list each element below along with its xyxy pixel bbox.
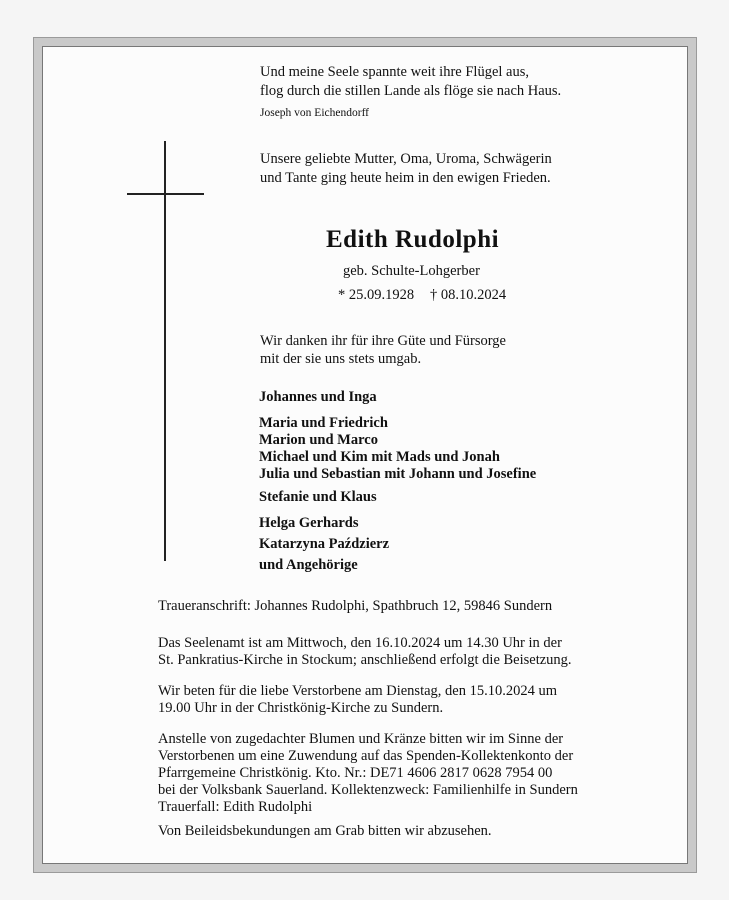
poem-line-1: Und meine Seele spannte weit ihre Flügel aus, — [260, 64, 529, 80]
mourner-line: und Angehörige — [259, 557, 358, 573]
mourner-line: Johannes und Inga — [259, 389, 377, 405]
prayer-line-1: Wir beten für die liebe Verstorbene am Dienstag, den 15.10.2024 um — [158, 683, 557, 699]
cross-icon-vertical — [164, 141, 166, 561]
donation-line-5: Trauerfall: Edith Rudolphi — [158, 799, 313, 815]
mourning-address: Traueranschrift: Johannes Rudolphi, Spathbruch 12, 59846 Sundern — [158, 598, 553, 614]
mourner-line: Helga Gerhards — [259, 515, 359, 531]
intro-line-1: Unsere geliebte Mutter, Oma, Uroma, Schwägerin — [260, 151, 552, 167]
birth-date: * 25.09.1928 — [338, 287, 415, 303]
requiem-line-1: Das Seelenamt ist am Mittwoch, den 16.10.2024 um 14.30 Uhr in der — [158, 635, 562, 651]
intro-line-2: und Tante ging heute heim in den ewigen Frieden. — [260, 170, 551, 186]
donation-line-1: Anstelle von zugedachter Blumen und Kränze bitten wir im Sinne der — [158, 731, 564, 747]
requiem-line-2: St. Pankratius-Kirche in Stockum; anschließend erfolgt die Beisetzung. — [158, 652, 572, 668]
gratitude-line-1: Wir danken ihr für ihre Güte und Fürsorge — [260, 333, 506, 349]
closing-note: Von Beileidsbekundungen am Grab bitten wir abzusehen. — [158, 823, 492, 839]
cross-icon-horizontal — [127, 193, 204, 195]
death-date: † 08.10.2024 — [430, 287, 507, 303]
donation-line-3: Pfarrgemeine Christkönig. Kto. Nr.: DE71 4606 2817 0628 7954 00 — [158, 765, 553, 781]
poem-author: Joseph von Eichendorff — [260, 107, 370, 119]
mourner-line: Katarzyna Paździerz — [259, 536, 390, 552]
gratitude-line-2: mit der sie uns stets umgab. — [260, 351, 422, 367]
prayer-line-2: 19.00 Uhr in der Christkönig-Kirche zu Sundern. — [158, 700, 444, 716]
mourner-line: Michael und Kim mit Mads und Jonah — [259, 449, 500, 465]
mourner-line: Julia und Sebastian mit Johann und Josefine — [259, 466, 537, 482]
mourner-line: Maria und Friedrich — [259, 415, 388, 431]
mourner-line: Stefanie und Klaus — [259, 489, 377, 505]
poem-line-2: flog durch die stillen Lande als flöge sie nach Haus. — [260, 83, 562, 99]
donation-line-4: bei der Volksbank Sauerland. Kollektenzweck: Familienhilfe in Sundern — [158, 782, 578, 798]
mourner-line: Marion und Marco — [259, 432, 378, 448]
donation-line-2: Verstorbenen um eine Zuwendung auf das Spenden-Kollektenkonto der — [158, 748, 574, 764]
deceased-name: Edith Rudolphi — [326, 226, 500, 253]
birth-name: geb. Schulte-Lohgerber — [343, 263, 480, 279]
